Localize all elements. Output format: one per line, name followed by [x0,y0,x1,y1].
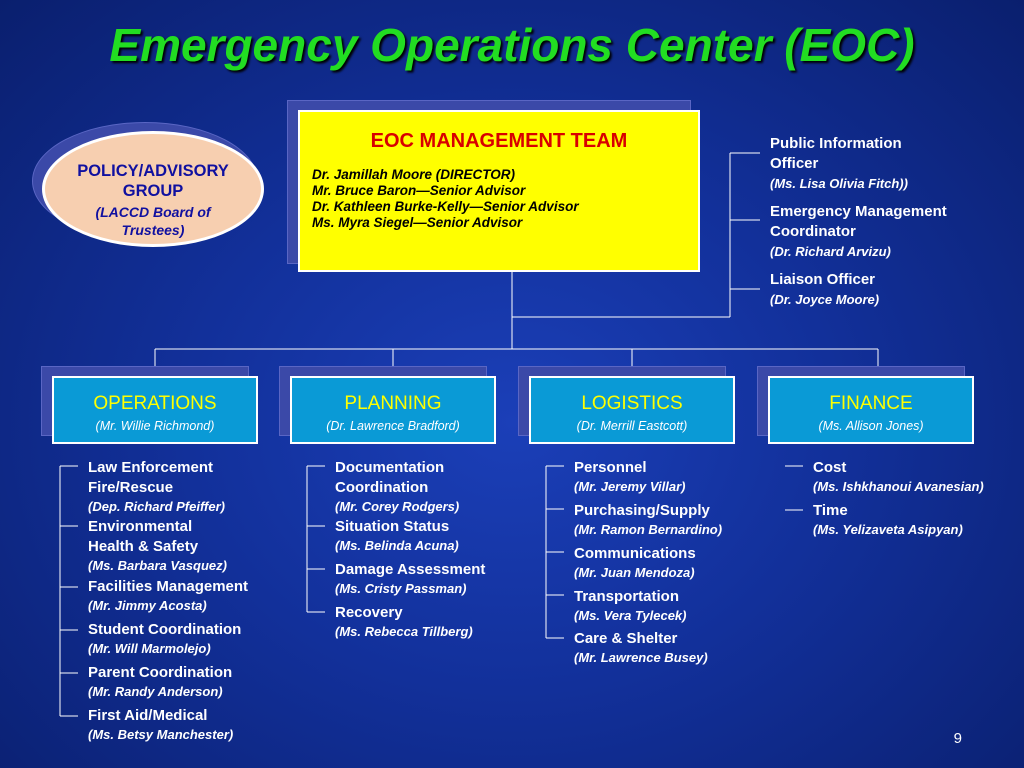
policy-sublabel: (LACCD Board of [95,204,211,220]
command-staff-emergency-management [770,202,947,262]
unit-item [813,458,984,496]
unit-name: (Mr. Juan Mendoza) [574,565,695,580]
section-logistics [529,376,735,444]
unit-name: (Mr. Randy Anderson) [88,684,223,699]
unit-label: Coordination [335,479,429,496]
section-title: LOGISTICS [581,393,683,414]
unit-name: (Mr. Corey Rodgers) [335,499,460,514]
unit-label: Facilities Management [88,578,249,595]
unit-name: (Mr. Lawrence Busey) [574,650,708,665]
unit-item [574,544,696,582]
section-operations [52,376,258,444]
unit-name: (Ms. Vera Tylecek) [574,608,687,623]
slide-title: Emergency Operations Center (EOC) [109,19,915,71]
unit-label: Cost [813,459,847,476]
unit-name: (Mr. Jeremy Villar) [574,479,686,494]
unit-label: Student Coordination [88,621,242,638]
unit-label: Personnel [574,459,647,476]
unit-label: Environmental [88,518,193,535]
unit-name: (Ms. Betsy Manchester) [88,727,234,742]
management-team-box [298,110,700,272]
director-name: Dr. Jamillah Moore (DIRECTOR) [312,167,516,182]
unit-item [335,517,459,555]
page-number: 9 [953,730,962,747]
section-chief: (Ms. Allison Jones) [818,419,924,433]
staff-role: Coordinator [770,223,856,240]
unit-label: Damage Assessment [335,561,486,578]
unit-label: Health & Safety [88,538,199,555]
unit-label: Communications [574,545,696,562]
staff-name: (Dr. Joyce Moore) [770,292,880,307]
unit-name: (Ms. Barbara Vasquez) [88,558,227,573]
unit-label: Law Enforcement [88,459,214,476]
policy-label: POLICY/ADVISORY [77,162,229,180]
section-chief: (Mr. Willie Richmond) [95,419,215,433]
unit-item [574,587,686,625]
unit-label: Recovery [335,604,403,621]
unit-name: (Ms. Ishkhanoui Avanesian) [813,479,984,494]
section-chief: (Dr. Merrill Eastcott) [576,419,688,433]
unit-name: (Mr. Ramon Bernardino) [574,522,723,537]
advisor-name: Mr. Bruce Baron—Senior Advisor [312,183,526,198]
unit-label: Situation Status [335,518,450,535]
staff-role: Officer [770,155,819,172]
unit-label: Time [813,502,848,519]
unit-label: Purchasing/Supply [574,502,710,519]
policy-advisory-group [42,131,264,247]
unit-name: (Dep. Richard Pfeiffer) [88,499,226,514]
staff-name: (Dr. Richard Arvizu) [770,244,891,259]
advisor-name: Dr. Kathleen Burke-Kelly—Senior Advisor [312,199,579,214]
unit-item [335,458,459,516]
unit-name: (Mr. Jimmy Acosta) [88,598,207,613]
section-planning [290,376,496,444]
unit-label: Fire/Rescue [88,479,174,496]
unit-item [88,706,233,744]
staff-role: Emergency Management [770,203,947,220]
unit-name: (Ms. Yelizaveta Asipyan) [813,522,963,537]
unit-item [88,458,225,516]
section-title: OPERATIONS [93,393,217,414]
unit-item [88,517,227,575]
staff-name: (Ms. Lisa Olivia Fitch)) [770,176,908,191]
command-staff-public-information [770,134,908,194]
unit-label: Parent Coordination [88,664,233,681]
unit-item [813,501,963,539]
advisor-name: Ms. Myra Siegel—Senior Advisor [312,215,523,230]
unit-item [88,577,248,615]
unit-label: Documentation [335,459,445,476]
unit-item [335,560,485,598]
staff-role: Public Information [770,135,902,152]
section-title: PLANNING [344,393,442,414]
unit-item [574,629,708,667]
unit-label: Transportation [574,588,680,605]
unit-name: (Mr. Will Marmolejo) [88,641,211,656]
section-chief: (Dr. Lawrence Bradford) [326,419,460,433]
policy-sublabel: Trustees) [121,222,185,238]
command-staff-liaison [770,270,879,310]
unit-name: (Ms. Cristy Passman) [335,581,467,596]
unit-item [574,458,686,496]
unit-name: (Ms. Rebecca Tillberg) [335,624,473,639]
policy-label: GROUP [122,182,184,200]
unit-item [88,620,241,658]
unit-item [335,603,473,641]
unit-label: First Aid/Medical [88,707,208,724]
unit-item [88,663,232,701]
unit-item [574,501,722,539]
section-finance [768,376,974,444]
management-heading: EOC MANAGEMENT TEAM [370,130,628,152]
section-title: FINANCE [829,393,913,414]
unit-label: Care & Shelter [574,630,678,647]
staff-role: Liaison Officer [770,271,876,288]
unit-name: (Ms. Belinda Acuna) [335,538,459,553]
